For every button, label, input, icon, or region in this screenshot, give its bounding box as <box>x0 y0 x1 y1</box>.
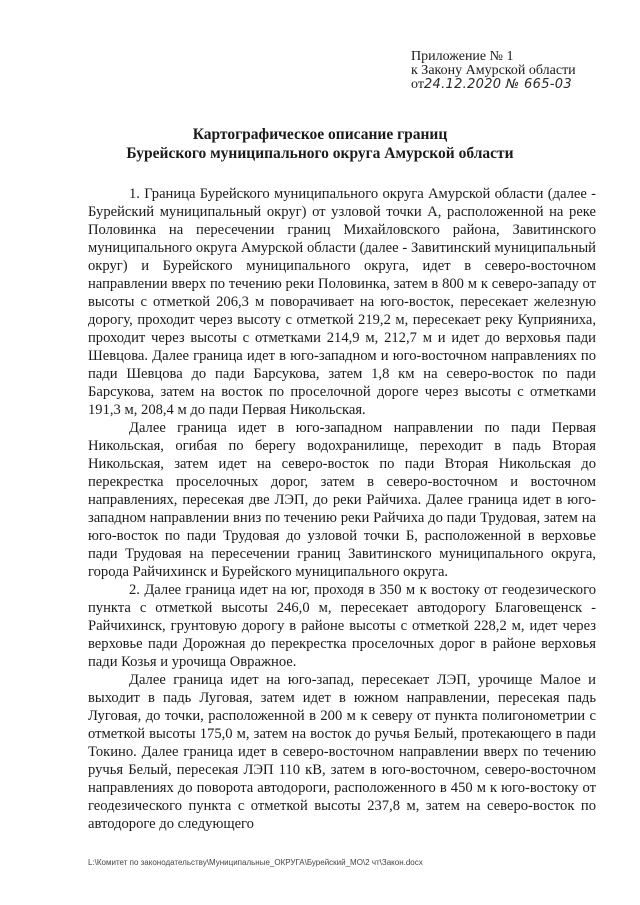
appendix-date-line <box>411 78 611 92</box>
document-title <box>60 125 580 163</box>
paragraph-2: Далее граница идет в юго-западном направлении по пади Первая Никольская, огибая по берегу водохранилище, переходит в падь Вторая Никольская, затем идет на северо-восток по пади Вторая Никольская до перекрестка проселочных дорог, затем в северо-восточном и восточном направлениях, пересекая две ЛЭП, до реки Райчиха. Далее граница идет в юго-западном направлении вниз по течению реки Райчиха до пади Трудовая, затем на юго-восток по пади Трудовая до узловой точки Б, расположенной в верховье пади Трудовая на пересечении границ Завитинского муниципального округа, города Райчихинск и Бурейского муниципального округа. <box>88 420 596 580</box>
appendix-law-reference: к Закону Амурской области <box>411 63 576 78</box>
footer-file-path: L:\Комитет по законодательству\Муниципальные_ОКРУГА\Бурейский_МО\2 чт\Закон.docx <box>88 858 423 867</box>
paragraph-3: 2. Далее граница идет на юг, проходя в 350 м к востоку от геодезического пункта с отметкой высоты 246,0 м, пересекает автодорогу Благовещенск - Райчихинск, грунтовую дорогу в районе высоты с отметкой 228,2 м, идет через верховье пади Дорожная до перекрестка проселочных дорог в районе верховья пади Козья и урочища Овражное. <box>88 582 596 670</box>
title-line-2: Бурейского муниципального округа Амурской области <box>126 145 514 162</box>
appendix-reference <box>411 50 611 92</box>
document-body <box>88 185 596 833</box>
title-line-1: Картографическое описание границ <box>192 126 448 143</box>
appendix-date-prefix: от <box>411 77 424 92</box>
paragraph-4: Далее граница идет на юго-запад, пересекает ЛЭП, урочище Малое и выходит в падь Луговая, затем идет в южном направлении, пересекая падь Луговая, до точки, расположенной в 200 м к северу от пункта полигонометрии с отметкой высоты 175,0 м, затем на восток до ручья Белый, протекающего в пади Токино. Далее граница идет в северо-восточном направлении вверх по течению ручья Белый, пересекая ЛЭП 110 кВ, затем в юго-восточном, северо-восточном направлениях до поворота автодороги, расположенного в 450 м к юго-востоку от геодезического пункта с отметкой высоты 237,8 м, затем на северо-восток по автодороге до следующего <box>88 672 596 832</box>
appendix-number: Приложение № 1 <box>411 49 514 64</box>
paragraph-1: 1. Граница Бурейского муниципального округа Амурской области (далее - Бурейский муниципальный округ) от узловой точки А, расположенной на реке Половинка на пересечении границ Михайловского района, Завитинского муниципального округа Амурской области (далее - Завитинский муниципальный округ) и Бурейского муниципального округа, идет в северо-восточном направлении вверх по течению реки Половинка, затем в 800 м к северо-западу от высоты с отметкой 206,3 м поворачивает на юго-восток, пересекает железную дорогу, проходит через высоту с отметкой 219,2 м, пересекает реку Куприяниха, проходит через высоты с отметками 214,9 м, 212,7 м и идет до верховья пади Шевцова. Далее граница идет в юго-западном и юго-восточном направлениях по пади Шевцова до пади Барсукова, затем 1,8 км на северо-восток по пади Барсукова, затем на восток по проселочной дороге через высоты с отметками 191,3 м, 208,4 м до пади Первая Никольская. <box>88 186 596 418</box>
handwritten-date-number: 24.12.2020 № 665-03 <box>423 77 572 92</box>
